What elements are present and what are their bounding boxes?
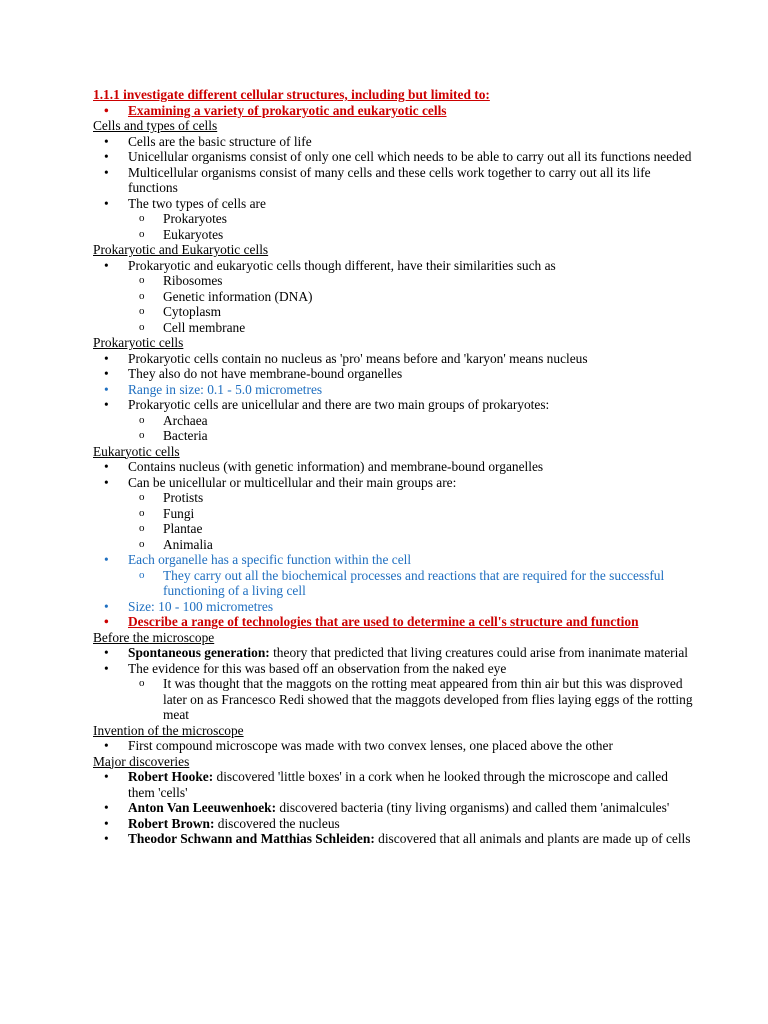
list-item: • Prokaryotic cells contain no nucleus as 'pro' means before and 'karyon' means nucleus: [104, 350, 588, 366]
subheading-technologies: • Describe a range of technologies that are used to determine a cell's structure and function: [104, 614, 639, 629]
bullet-marker: •: [104, 815, 109, 831]
list-item: • Prokaryotic cells are unicellular and there are two main groups of prokaryotes:: [104, 397, 550, 412]
section-title-discoveries: Major discoveries: [93, 753, 190, 769]
section-title-eukaryotic: Eukaryotic cells: [93, 443, 180, 459]
sub-list-item: o It was thought that the maggots on the rotting meat appeared from thin air but this was disproved later on as Francesco Redi showed that the maggots developed from flies laying eggs of the rotting meat: [139, 676, 693, 722]
bullet-marker: •: [104, 660, 109, 676]
sub-list-item: o Archaea: [139, 412, 208, 428]
list-item: • Multicellular organisms consist of many cells and these cells work together to carry out all its life functions: [104, 164, 651, 195]
bullet-marker: •: [104, 474, 109, 490]
sub-bullet-marker: o: [139, 227, 145, 240]
bullet-marker: •: [104, 195, 109, 211]
list-item: • Anton Van Leeuwenhoek: discovered bacteria (tiny living organisms) and called them 'animalcules': [104, 800, 670, 815]
bullet-marker: •: [104, 149, 109, 164]
bullet-marker: •: [104, 831, 109, 846]
bullet-marker: •: [104, 350, 109, 366]
section-title-cells: Cells and types of cells: [93, 118, 218, 133]
document-heading: 1.1.1 investigate different cellular structures, including but limited to:: [93, 87, 490, 102]
sub-list-item: o Eukaryotes: [139, 226, 224, 242]
sub-list-item: o Prokaryotes: [139, 211, 227, 226]
sub-list-item: o Genetic information (DNA): [139, 288, 313, 304]
sub-bullet-marker: o: [139, 677, 145, 689]
sub-list-item: o Cytoplasm: [139, 304, 222, 319]
list-item: • First compound microscope was made with two convex lenses, one placed above the other: [104, 738, 613, 753]
bullet-marker: •: [104, 164, 109, 180]
bullet-marker: •: [104, 614, 109, 629]
list-item-size: • Size: 10 - 100 micrometres: [104, 598, 274, 614]
sub-list-item: o Cell membrane: [139, 319, 246, 335]
list-item: • Robert Brown: discovered the nucleus: [104, 815, 340, 831]
list-item: • The evidence for this was based off an observation from the naked eye: [104, 660, 507, 676]
list-item: • Robert Hooke: discovered 'little boxes' in a cork when he looked through the microscope and called them 'cells': [104, 769, 668, 800]
bullet-marker: •: [104, 645, 109, 660]
sub-list-item-organelle: o They carry out all the biochemical processes and reactions that are required for the successful functioning of a living cell: [139, 567, 665, 598]
list-item: • Prokaryotic and eukaryotic cells though different, have their similarities such as: [104, 257, 556, 273]
sub-list-item: o Ribosomes: [139, 273, 223, 288]
sub-list-item: o Protists: [139, 490, 204, 505]
list-item: • Spontaneous generation: theory that predicted that living creatures could arise from inanimate material: [104, 645, 689, 660]
sub-bullet-marker: o: [139, 522, 145, 534]
sub-list-item: o Fungi: [139, 505, 195, 521]
bullet-marker: •: [104, 598, 109, 614]
bullet-marker: •: [104, 257, 109, 273]
list-item: • Can be unicellular or multicellular and their main groups are:: [104, 474, 457, 490]
list-item: • Cells are the basic structure of life: [104, 133, 312, 149]
sub-bullet-marker: o: [139, 413, 145, 426]
sub-list-item: o Animalia: [139, 536, 213, 552]
bullet-marker: •: [104, 397, 109, 412]
sub-bullet-marker: o: [139, 305, 145, 317]
sub-bullet-marker: o: [139, 320, 145, 333]
bullet-marker: •: [104, 459, 109, 474]
sub-bullet-marker: o: [139, 537, 145, 550]
sub-bullet-marker: o: [139, 506, 145, 519]
list-item: • The two types of cells are: [104, 195, 266, 211]
bullet-marker: •: [104, 381, 109, 397]
section-title-prok-euk: Prokaryotic and Eukaryotic cells: [93, 242, 269, 257]
bullet-marker: •: [104, 102, 109, 118]
sub-list-item: o Plantae: [139, 521, 203, 536]
bullet-marker: •: [104, 738, 109, 753]
list-item: • Unicellular organisms consist of only one cell which needs to be able to carry out all its functions needed: [104, 149, 692, 164]
sub-bullet-marker: o: [139, 568, 145, 581]
bullet-marker: •: [104, 366, 109, 381]
sub-bullet-marker: o: [139, 274, 145, 286]
sub-bullet-marker: o: [139, 491, 145, 503]
sub-bullet-marker: o: [139, 289, 145, 302]
section-title-before-microscope: Before the microscope: [93, 629, 215, 645]
document-body: [93, 87, 693, 847]
list-item: • Contains nucleus (with genetic information) and membrane-bound organelles: [104, 459, 544, 474]
sub-bullet-marker: o: [139, 212, 145, 224]
list-item-size: • Range in size: 0.1 - 5.0 micrometres: [104, 381, 323, 397]
bullet-marker: •: [104, 552, 109, 567]
bullet-marker: •: [104, 133, 109, 149]
list-item-organelle: • Each organelle has a specific function within the cell: [104, 552, 412, 567]
section-title-prokaryotic: Prokaryotic cells: [93, 335, 184, 350]
list-item: • They also do not have membrane-bound organelles: [104, 366, 403, 381]
sub-list-item: o Bacteria: [139, 428, 208, 443]
bullet-marker: •: [104, 800, 109, 815]
list-item: • Theodor Schwann and Matthias Schleiden: discovered that all animals and plants are made up of cells: [104, 831, 691, 846]
subheading-examining: • Examining a variety of prokaryotic and eukaryotic cells: [104, 102, 447, 118]
sub-bullet-marker: o: [139, 429, 145, 441]
bullet-marker: •: [104, 769, 109, 784]
section-title-invention: Invention of the microscope: [93, 722, 244, 738]
